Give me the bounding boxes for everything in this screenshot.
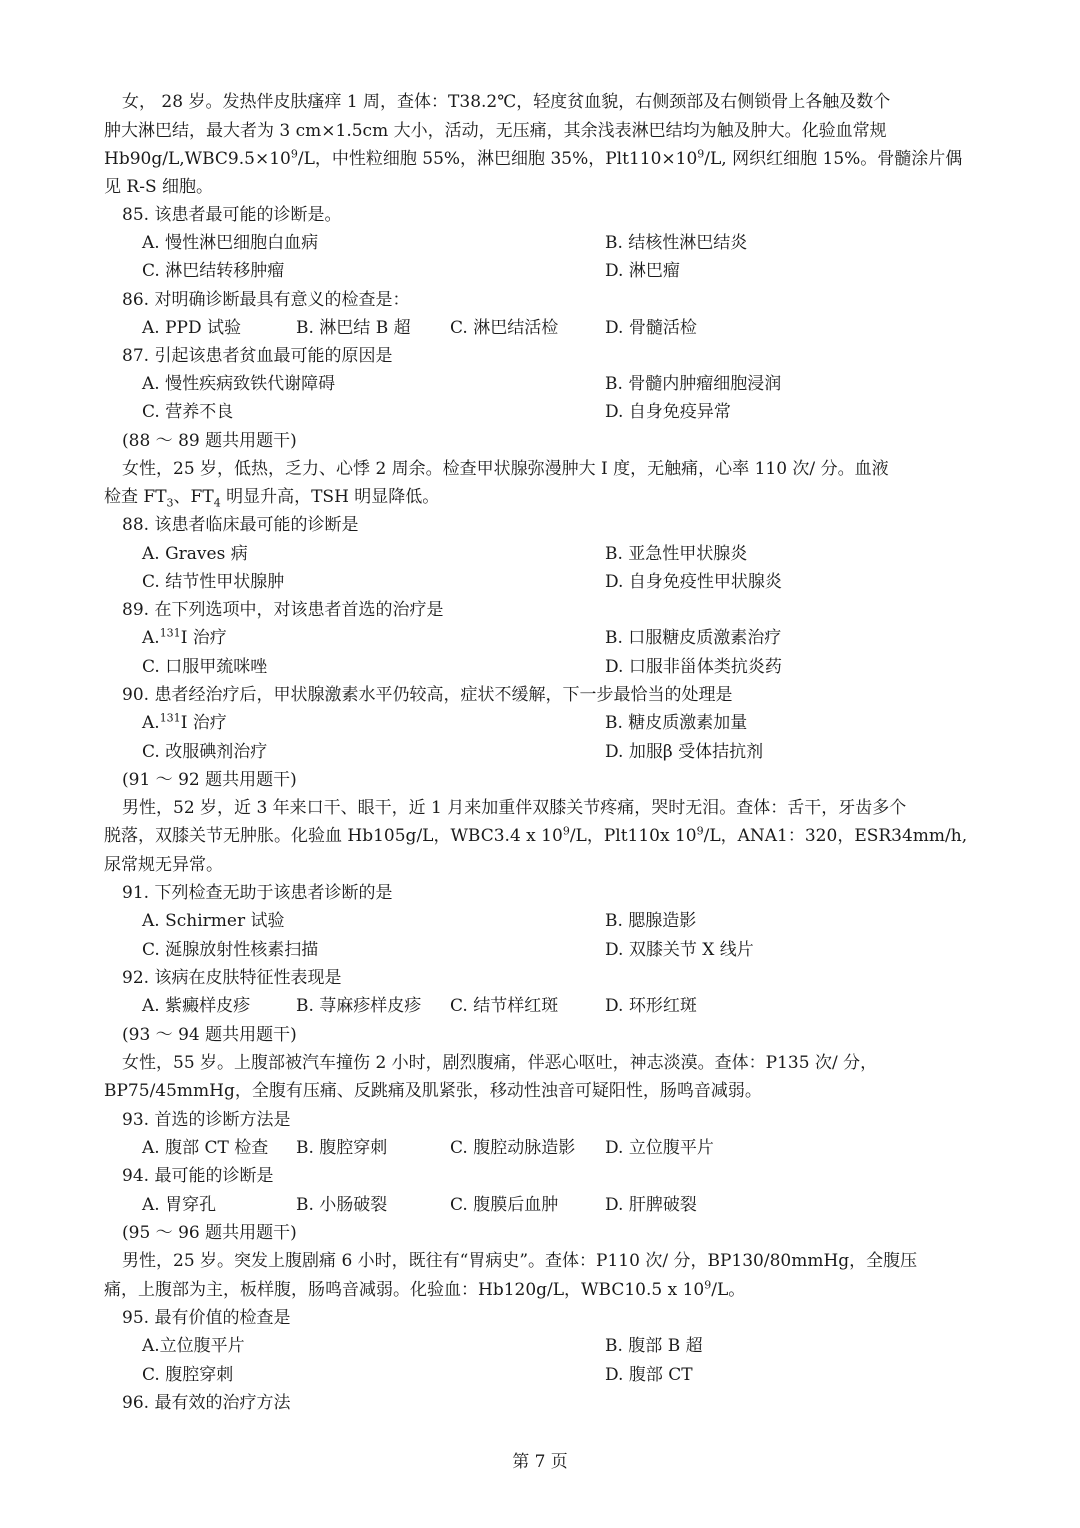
option-b: B. 腹部 B 超	[605, 1336, 703, 1356]
option-row	[0, 738, 1080, 766]
superscript: 131	[159, 711, 181, 725]
case-text: Hb90g/L,WBC9.5×10	[104, 149, 291, 169]
option-c: C. 腹腔动脉造影	[450, 1138, 576, 1158]
question-stem: 91. 下列检查无助于该患者诊断的是	[122, 883, 393, 903]
option-row	[0, 1332, 1080, 1360]
option-row	[0, 936, 1080, 964]
option-b: B. 腹腔穿刺	[296, 1138, 388, 1158]
option-b: B. 结核性淋巴结炎	[605, 233, 748, 253]
option-row	[0, 1361, 1080, 1389]
question-stem: 87. 引起该患者贫血最可能的原因是	[122, 346, 393, 366]
option-d: D. 加服β 受体拮抗剂	[605, 742, 764, 762]
case-text: /L，Plt110x 10	[569, 826, 697, 846]
option-c: C. 口服甲巯咪唑	[142, 657, 268, 677]
option-row	[0, 540, 1080, 568]
question-stem: 86. 对明确诊断最具有意义的检查是：	[122, 290, 410, 310]
superscript: 9	[290, 147, 298, 161]
case-stem-line	[104, 1049, 984, 1077]
case-text: /L, 网织红细胞 15%。骨髓涂片偶	[704, 149, 963, 169]
option-b: B. 荨麻疹样皮疹	[296, 996, 422, 1016]
option-c: C. 腹膜后血肿	[450, 1195, 559, 1215]
option-row	[0, 398, 1080, 426]
option-c: C. 结节性甲状腺肿	[142, 572, 285, 592]
case-text: /L。	[711, 1280, 746, 1300]
option-b: B. 小肠破裂	[296, 1195, 388, 1215]
option-a: A. 腹部 CT 检查	[142, 1138, 269, 1158]
option-a: A. Graves 病	[142, 544, 248, 564]
option-b: B. 糖皮质激素加量	[605, 713, 748, 733]
case-text: 检查 FT	[104, 487, 167, 507]
superscript: 131	[159, 626, 181, 640]
case-text: 女性，55 岁。上腹部被汽车撞伤 2 小时，剧烈腹痛，伴恶心呕吐，神志淡漠。查体：P135 次/ 分，	[122, 1053, 878, 1073]
question-stem: 92. 该病在皮肤特征性表现是	[122, 968, 342, 988]
group-header: (91 ～ 92 题共用题干)	[122, 770, 297, 790]
option-c: C. 结节样红斑	[450, 996, 559, 1016]
option-row	[0, 1134, 1080, 1162]
option-row	[0, 907, 1080, 935]
option-row	[0, 653, 1080, 681]
case-stem-line	[104, 1077, 984, 1105]
page-number: 第 7 页	[512, 1452, 568, 1472]
option-d: D. 自身免疫性甲状腺炎	[605, 572, 782, 592]
option-row	[0, 229, 1080, 257]
option-row	[0, 568, 1080, 596]
option-row	[0, 370, 1080, 398]
option-row	[0, 624, 1080, 652]
question-stem: 89. 在下列选项中，对该患者首选的治疗是	[122, 600, 444, 620]
option-d: D. 环形红斑	[605, 996, 697, 1016]
option-d: D. 淋巴瘤	[605, 261, 680, 281]
case-stem-line	[104, 1247, 984, 1275]
option-d: D. 骨髓活检	[605, 318, 697, 338]
case-text: /L，ANA1：320，ESR34mm/h,	[703, 826, 968, 846]
case-text: 肿大淋巴结，最大者为 3 cm×1.5cm 大小，活动，无压痛，其余浅表淋巴结均为触及肿大。化验血常规	[104, 121, 887, 141]
option-row	[0, 709, 1080, 737]
case-stem-line	[104, 851, 984, 879]
case-stem-line	[104, 483, 984, 511]
option-a: A. 慢性淋巴细胞白血病	[142, 233, 319, 253]
case-text: 痛，上腹部为主，板样腹，肠鸣音减弱。化验血：Hb120g/L，WBC10.5 x 10	[104, 1280, 705, 1300]
superscript: 9	[697, 147, 705, 161]
case-text: 男性，25 岁。突发上腹剧痛 6 小时，既往有“胃病史”。查体：P110 次/ 分，BP130/80mmHg，全腹压	[122, 1251, 918, 1271]
subscript: 4	[213, 496, 221, 510]
option-b: B. 亚急性甲状腺炎	[605, 544, 748, 564]
option-b: B. 淋巴结 B 超	[296, 318, 411, 338]
option-a: A.$^{131}$I 治疗	[142, 626, 227, 648]
case-text: 尿常规无异常。	[104, 855, 223, 875]
case-stem-line	[104, 88, 984, 116]
case-stem-line	[104, 145, 984, 173]
option-c: C. 淋巴结活检	[450, 318, 559, 338]
case-text: /L，中性粒细胞 55%，淋巴细胞 35%，Plt110×10	[297, 149, 698, 169]
question-stem: 93. 首选的诊断方法是	[122, 1110, 291, 1130]
option-c: C. 营养不良	[142, 402, 234, 422]
case-text: 见 R-S 细胞。	[104, 177, 213, 197]
superscript: 9	[696, 824, 704, 838]
group-header: (93 ～ 94 题共用题干)	[122, 1025, 297, 1045]
option-d: D. 双膝关节 X 线片	[605, 940, 754, 960]
option-d: D. 肝脾破裂	[605, 1195, 697, 1215]
question-stem: 95. 最有价值的检查是	[122, 1308, 291, 1328]
option-c: C. 淋巴结转移肿瘤	[142, 261, 285, 281]
option-b: B. 口服糖皮质激素治疗	[605, 628, 782, 648]
superscript: 9	[562, 824, 570, 838]
case-text: 明显升高，TSH 明显降低。	[220, 487, 440, 507]
option-a: A. 慢性疾病致铁代谢障碍	[142, 374, 336, 394]
question-stem: 94. 最可能的诊断是	[122, 1166, 274, 1186]
case-stem-line	[104, 173, 984, 201]
option-c: C. 改服碘剂治疗	[142, 742, 268, 762]
option-a: A. 紫癜样皮疹	[142, 996, 251, 1016]
option-a: A.立位腹平片	[142, 1336, 245, 1356]
option-row	[0, 257, 1080, 285]
question-stem: 90. 患者经治疗后，甲状腺激素水平仍较高，症状不缓解，下一步最恰当的处理是	[122, 685, 733, 705]
option-b: B. 腮腺造影	[605, 911, 697, 931]
option-row	[0, 992, 1080, 1020]
question-stem: 88. 该患者临床最可能的诊断是	[122, 515, 359, 535]
case-text: 女性，25 岁，低热，乏力、心悸 2 周余。检查甲状腺弥漫肿大 I 度，无触痛，心率 110 次/ 分。血液	[122, 459, 889, 479]
option-a: A. PPD 试验	[142, 318, 241, 338]
case-stem-line	[104, 822, 984, 850]
case-stem-line	[104, 455, 984, 483]
group-header: (88 ～ 89 题共用题干)	[122, 431, 297, 451]
question-stem: 85. 该患者最可能的诊断是。	[122, 205, 342, 225]
option-d: D. 立位腹平片	[605, 1138, 714, 1158]
subscript: 3	[166, 496, 174, 510]
option-a: A. 胃穿孔	[142, 1195, 217, 1215]
option-a: A.$^{131}$I 治疗	[142, 711, 227, 733]
option-a: A. Schirmer 试验	[142, 911, 285, 931]
case-text: BP75/45mmHg，全腹有压痛、反跳痛及肌紧张，移动性浊音可疑阳性，肠鸣音减弱。	[104, 1081, 762, 1101]
option-d: D. 腹部 CT	[605, 1365, 693, 1385]
option-d: D. 口服非甾体类抗炎药	[605, 657, 782, 677]
option-row	[0, 1191, 1080, 1219]
case-text: 女， 28 岁。发热伴皮肤瘙痒 1 周，查体：T38.2℃，轻度贫血貌，右侧颈部及右侧锁骨上各触及数个	[122, 92, 891, 112]
group-header: (95 ～ 96 题共用题干)	[122, 1223, 297, 1243]
option-c: C. 涎腺放射性核素扫描	[142, 940, 319, 960]
case-stem-line	[104, 117, 984, 145]
case-text: 、FT	[173, 487, 214, 507]
question-stem: 96. 最有效的治疗方法	[122, 1393, 291, 1413]
case-stem-line	[104, 794, 984, 822]
option-row	[0, 314, 1080, 342]
case-stem-line	[104, 1276, 984, 1304]
option-c: C. 腹腔穿刺	[142, 1365, 234, 1385]
superscript: 9	[704, 1278, 712, 1292]
case-text: 男性，52 岁，近 3 年来口干、眼干，近 1 月来加重伴双膝关节疼痛，哭时无泪。查体：舌干，牙齿多个	[122, 798, 907, 818]
case-text: 脱落，双膝关节无肿胀。化验血 Hb105g/L，WBC3.4 x 10	[104, 826, 563, 846]
option-b: B. 骨髓内肿瘤细胞浸润	[605, 374, 782, 394]
option-d: D. 自身免疫异常	[605, 402, 731, 422]
